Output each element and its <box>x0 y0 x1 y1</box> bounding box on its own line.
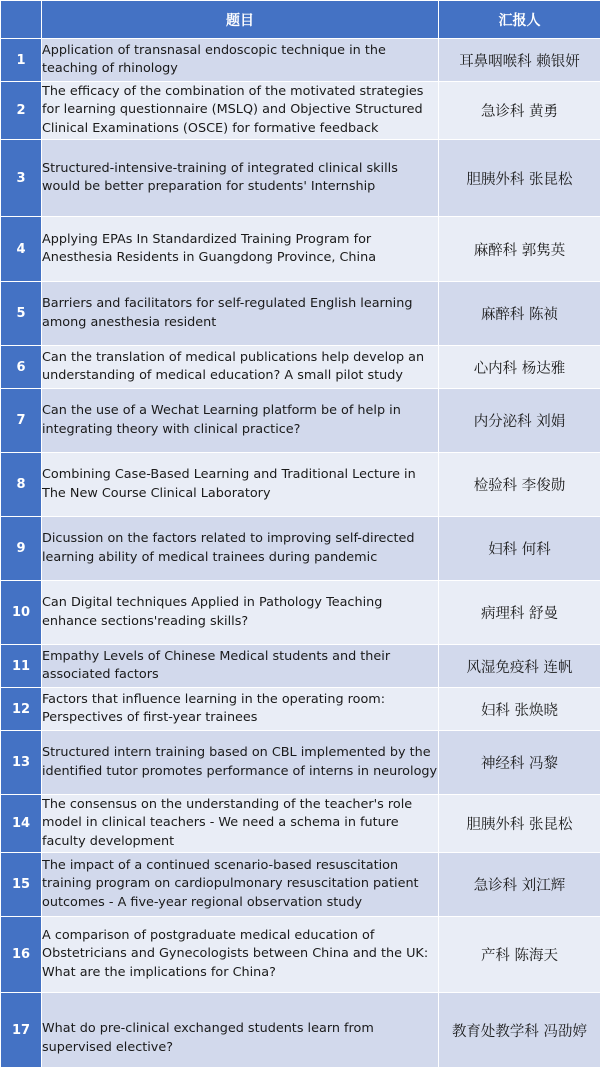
row-reporter: 急诊科 黄勇 <box>439 82 600 140</box>
row-number: 16 <box>1 917 42 993</box>
table-row <box>1 39 600 82</box>
table-row <box>1 389 600 453</box>
row-reporter: 病理科 舒曼 <box>439 581 600 645</box>
row-reporter: 麻醉科 陈祯 <box>439 282 600 346</box>
row-reporter: 急诊科 刘江辉 <box>439 853 600 917</box>
row-title: What do pre-clinical exchanged students learn from supervised elective? <box>42 993 439 1068</box>
row-title: Can Digital techniques Applied in Pathology Teaching enhance sections'reading skills? <box>42 581 439 645</box>
header-number-cell <box>1 1 42 39</box>
table-header-row <box>1 1 600 39</box>
table-row <box>1 795 600 853</box>
header-title-cell: 题目 <box>42 1 439 39</box>
row-number: 8 <box>1 453 42 517</box>
row-reporter: 内分泌科 刘娟 <box>439 389 600 453</box>
row-number: 14 <box>1 795 42 853</box>
row-number: 4 <box>1 217 42 282</box>
row-reporter: 耳鼻咽喉科 赖银妍 <box>439 39 600 82</box>
row-reporter: 妇科 张焕晓 <box>439 688 600 731</box>
row-title: Factors that influence learning in the operating room: Perspectives of first-year trainees <box>42 688 439 731</box>
row-title: Barriers and facilitators for self-regulated English learning among anesthesia resident <box>42 282 439 346</box>
row-number: 10 <box>1 581 42 645</box>
table-row <box>1 688 600 731</box>
table-row <box>1 917 600 993</box>
row-title: Applying EPAs In Standardized Training Program for Anesthesia Residents in Guangdong Province, China <box>42 217 439 282</box>
table-row <box>1 453 600 517</box>
row-reporter: 产科 陈海天 <box>439 917 600 993</box>
row-title: Structured-intensive-training of integrated clinical skills would be better preparation for students' Internship <box>42 140 439 217</box>
table-row <box>1 82 600 140</box>
row-number: 7 <box>1 389 42 453</box>
row-number: 17 <box>1 993 42 1068</box>
table-row <box>1 517 600 581</box>
table-row <box>1 645 600 688</box>
row-number: 3 <box>1 140 42 217</box>
row-reporter: 检验科 李俊勋 <box>439 453 600 517</box>
row-title: The consensus on the understanding of the teacher's role model in clinical teachers - We need a schema in future faculty development <box>42 795 439 853</box>
row-title: The efficacy of the combination of the motivated strategies for learning questionnaire (MSLQ) and Objective Structured Clinical Examinations (OSCE) for formative feedback <box>42 82 439 140</box>
row-title: Dicussion on the factors related to improving self-directed learning ability of medical trainees during pandemic <box>42 517 439 581</box>
row-reporter: 麻醉科 郭隽英 <box>439 217 600 282</box>
row-title: Empathy Levels of Chinese Medical students and their associated factors <box>42 645 439 688</box>
row-number: 15 <box>1 853 42 917</box>
table-row <box>1 993 600 1068</box>
table-row <box>1 853 600 917</box>
row-number: 2 <box>1 82 42 140</box>
row-reporter: 胆胰外科 张昆松 <box>439 140 600 217</box>
row-title: Structured intern training based on CBL implemented by the identified tutor promotes performance of interns in neurology <box>42 731 439 795</box>
row-reporter: 心内科 杨达雅 <box>439 346 600 389</box>
row-title: The impact of a continued scenario-based resuscitation training program on cardiopulmonary resuscitation patient outcomes - A five-year regional observation study <box>42 853 439 917</box>
table-row <box>1 581 600 645</box>
row-number: 12 <box>1 688 42 731</box>
table-row <box>1 282 600 346</box>
row-number: 6 <box>1 346 42 389</box>
row-title: Combining Case-Based Learning and Traditional Lecture in The New Course Clinical Laboratory <box>42 453 439 517</box>
row-title: Application of transnasal endoscopic technique in the teaching of rhinology <box>42 39 439 82</box>
row-reporter: 胆胰外科 张昆松 <box>439 795 600 853</box>
row-number: 5 <box>1 282 42 346</box>
row-reporter: 教育处教学科 冯劭婷 <box>439 993 600 1068</box>
table-row <box>1 346 600 389</box>
row-number: 11 <box>1 645 42 688</box>
table-row <box>1 731 600 795</box>
row-title: Can the use of a Wechat Learning platform be of help in integrating theory with clinical practice? <box>42 389 439 453</box>
row-title: Can the translation of medical publications help develop an understanding of medical education? A small pilot study <box>42 346 439 389</box>
header-reporter-cell: 汇报人 <box>439 1 600 39</box>
row-title: A comparison of postgraduate medical education of Obstetricians and Gynecologists between China and the UK: What are the implications for China? <box>42 917 439 993</box>
table-row <box>1 217 600 282</box>
row-reporter: 神经科 冯黎 <box>439 731 600 795</box>
table-row <box>1 140 600 217</box>
row-number: 1 <box>1 39 42 82</box>
row-reporter: 妇科 何科 <box>439 517 600 581</box>
row-reporter: 风湿免疫科 连帆 <box>439 645 600 688</box>
row-number: 13 <box>1 731 42 795</box>
row-number: 9 <box>1 517 42 581</box>
